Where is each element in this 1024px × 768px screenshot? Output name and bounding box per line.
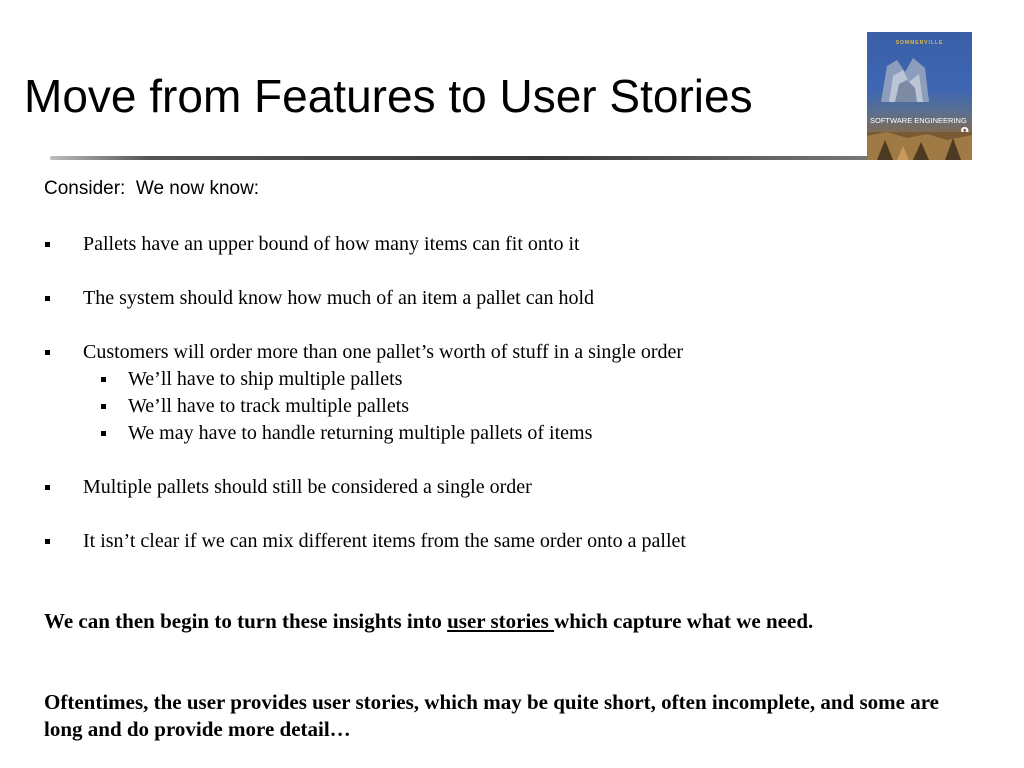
cover-photo-graphic bbox=[867, 132, 972, 160]
bullet-marker bbox=[101, 377, 106, 382]
bullet-marker bbox=[45, 296, 50, 301]
sub-bullet-item bbox=[128, 366, 402, 392]
bullet-text: It isn’t clear if we can mix different items from the same order onto a pallet bbox=[83, 530, 686, 552]
book-author: SOMMERVILLE bbox=[895, 40, 944, 46]
bullet-marker bbox=[45, 242, 50, 247]
bullet-item bbox=[83, 285, 594, 311]
building-graphic bbox=[875, 52, 935, 107]
conclusion-text-start: We can then begin to turn these insights into bbox=[44, 609, 448, 633]
conclusion-text-end: which capture what we need. bbox=[554, 609, 814, 633]
book-title: SOFTWARE ENGINEERING bbox=[870, 116, 967, 125]
closing-paragraph: Oftentimes, the user provides user stories, which may be quite short, often incomplete, and some are long and do provide more detail… bbox=[44, 690, 939, 741]
bullet-item bbox=[83, 474, 532, 500]
slide-title: Move from Features to User Stories bbox=[24, 70, 753, 122]
conclusion-paragraph bbox=[44, 608, 964, 635]
sub-bullet-text: We’ll have to track multiple pallets bbox=[128, 395, 410, 417]
bullet-marker bbox=[101, 404, 106, 409]
bullet-item bbox=[83, 231, 580, 257]
bullet-text: Customers will order more than one pallet’s worth of stuff in a single order bbox=[83, 341, 684, 363]
sub-bullet-text: We’ll have to ship multiple pallets bbox=[128, 368, 403, 390]
sub-bullet-item bbox=[128, 393, 409, 419]
bullet-marker bbox=[101, 431, 106, 436]
sub-bullet-item bbox=[128, 420, 592, 446]
book-cover-image bbox=[867, 32, 972, 160]
bullet-text: Pallets have an upper bound of how many items can fit onto it bbox=[83, 233, 580, 255]
bullet-marker bbox=[45, 539, 50, 544]
user-stories-term: user stories bbox=[447, 609, 555, 633]
sub-bullet-text: We may have to handle returning multiple pallets of items bbox=[128, 422, 593, 444]
bullet-item bbox=[83, 339, 683, 365]
bullet-text: The system should know how much of an item a pallet can hold bbox=[83, 287, 595, 309]
intro-text: Consider: We now know: bbox=[44, 178, 260, 199]
bullet-marker bbox=[45, 350, 50, 355]
bullet-item bbox=[83, 528, 686, 554]
bullet-text: Multiple pallets should still be considered a single order bbox=[83, 476, 532, 498]
bullet-marker bbox=[45, 485, 50, 490]
title-divider bbox=[50, 156, 870, 160]
